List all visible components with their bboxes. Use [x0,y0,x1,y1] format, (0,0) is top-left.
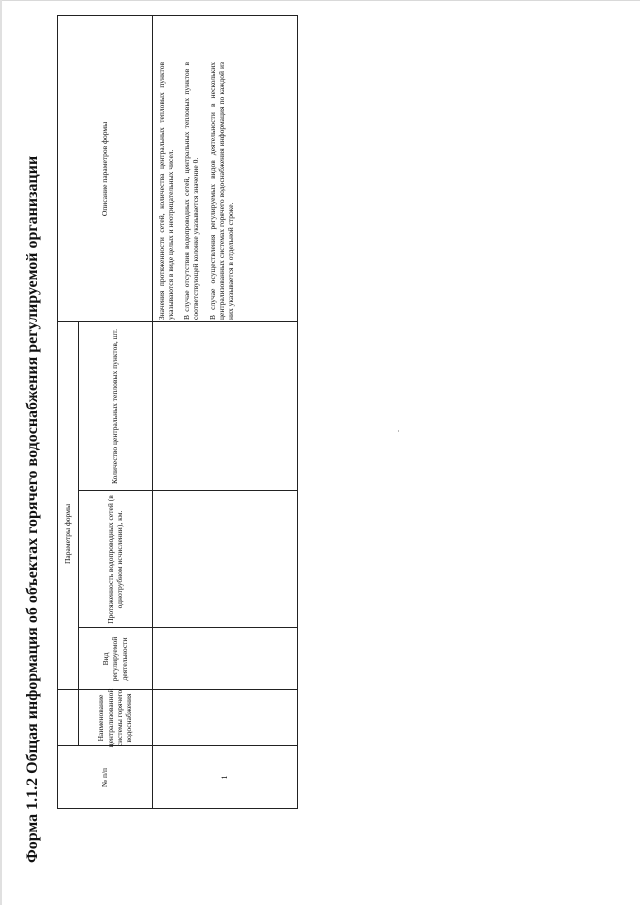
row-system-name [152,690,297,746]
row-number: 1 [219,775,229,780]
header-num: № п/п [99,767,109,788]
row-activity-type [152,628,297,690]
header-description: Описание параметров формы [99,121,109,217]
row-network-length [152,491,297,628]
header-network-length: Протяженность водопроводных сетей (в однотрубном исчислении), км. [105,495,124,624]
row-heat-points [152,322,297,491]
header-system-name: Наименование централизованной системы горячего водоснабжения [96,688,134,748]
header-activity-type: Вид регулируемой деятельности [100,636,129,682]
form-title: Форма 1.1.2 Общая информация об объектах горячего водоснабжения регулируемой организации [24,155,41,863]
header-heat-points: Количество центральных тепловых пунктов, шт. [110,329,120,484]
table-border-bottom [297,15,298,809]
header-group-params: Параметры формы [62,504,72,564]
row-description [157,62,242,320]
description-paragraph: В случае осуществления регулируемых видов деятельности в нескольких централизованных системах горячего водоснабжения информация по каждой из них указывается в отдельной строке. [207,62,235,320]
description-paragraph: Значения протяженности сетей, количества центральных тепловых пунктов указываются в виде целых и неотрицательных чисел. [157,62,176,320]
description-paragraph: В случае отсутствия водопроводных сетей, центральных тепловых пунктов в соответствующей колонке указывается значение 0. [182,62,201,320]
